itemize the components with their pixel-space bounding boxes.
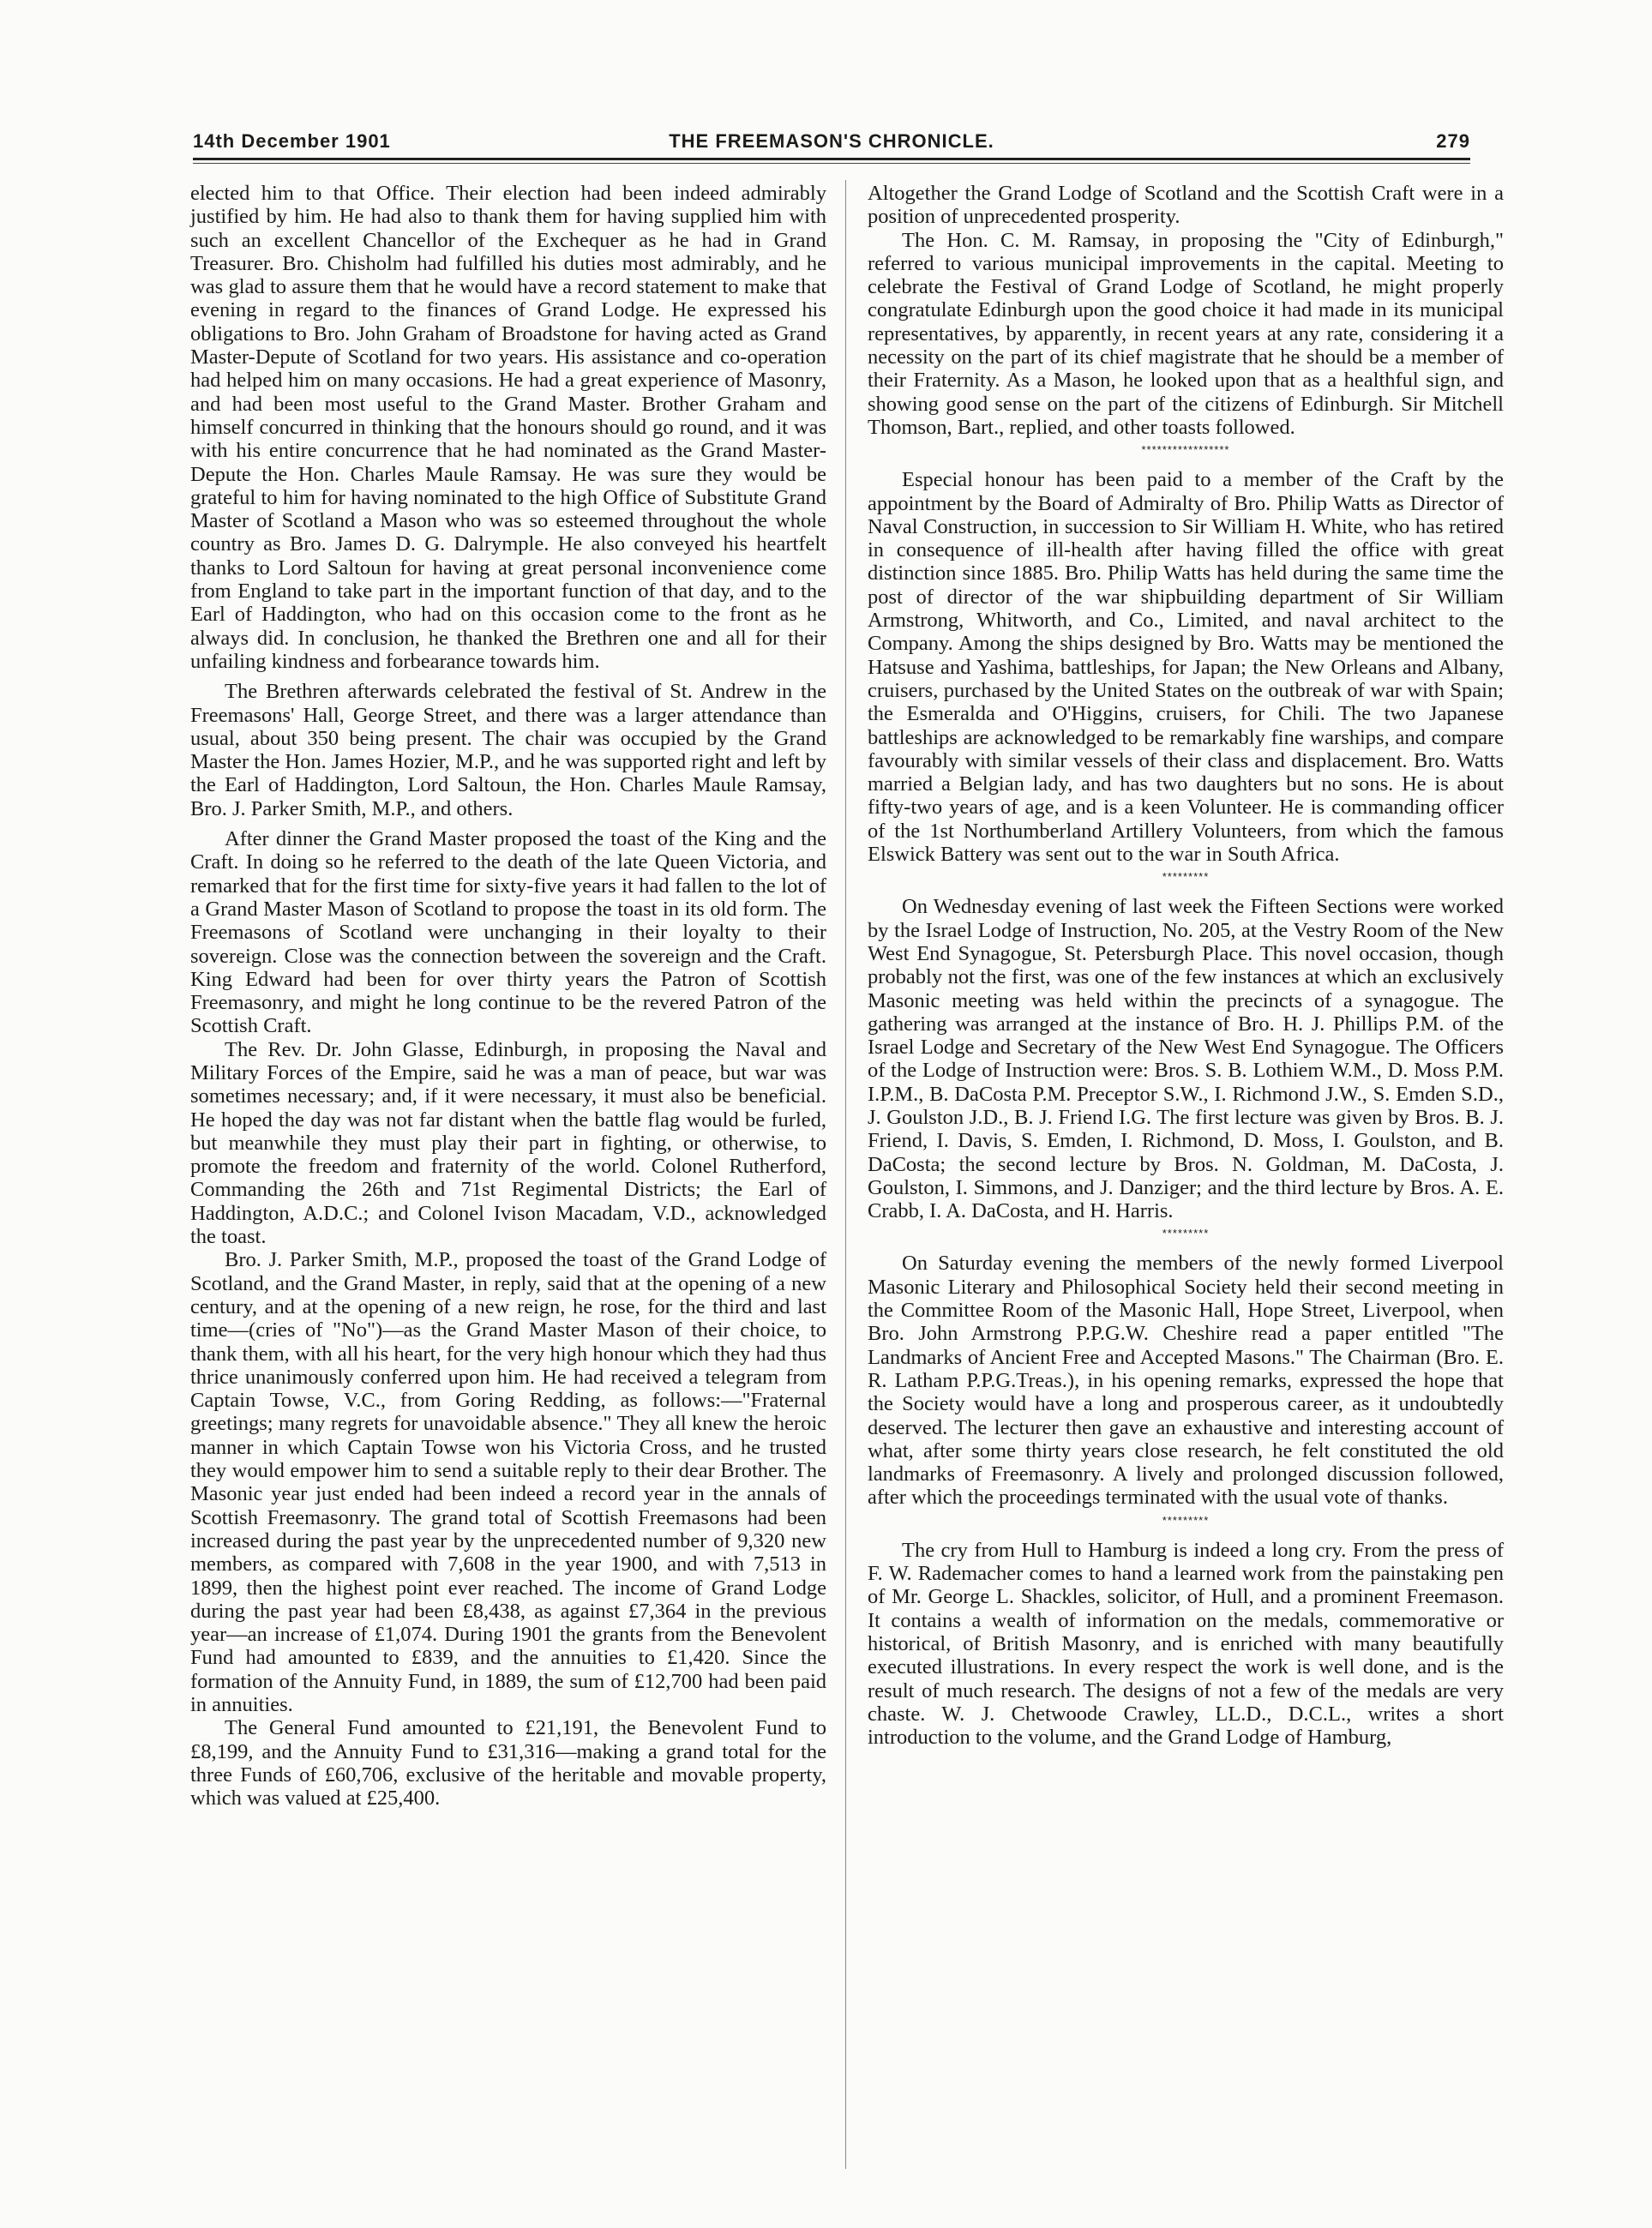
paragraph: The Brethren afterwards celebrated the festival of St. Andrew in the Freemasons' Hall, George Street, and there was a larger attendance than usual, about 350 being present. The chair was occupied by the Grand Master the Hon. James Hozier, M.P., and he was supported right and left by the Earl of Haddington, Lord Saltoun, the Hon. Charles Maule Ramsay, Bro. J. Parker Smith, M.P., and others.: [190, 680, 826, 820]
issue-date: 14th December 1901: [193, 130, 391, 152]
paragraph: elected him to that Office. Their election had been indeed admirably justified by him. He had also to thank them for having supplied him with such an excellent Chancellor of the Exchequer as he had in Grand Treasurer. Bro. Chisholm had fulfilled his duties most admirably, and he was glad to assure them that he would have a record statement to make that evening in regard to the finances of Grand Lodge. He expressed his obligations to Bro. John Graham of Broadstone for having acted as Grand Master-Depute of Scotland for two years. His assistance and co-operation had helped him on many occasions. He had a great experience of Masonry, and had been most useful to the Grand Master. Brother Graham and himself concurred in thinking that the honours should go round, and it was with his entire concurrence that he had nominated as the Grand Master-Depute the Hon. Charles Maule Ramsay. He was sure they would be grateful to him for having nominated to the high Office of Substitute Grand Master of Scotland a Mason who was so esteemed throughout the whole country as Bro. James D. G. Dalrymple. He also conveyed his heartfelt thanks to Lord Saltoun for having at great personal inconvenience come from England to take part in the important function of that day, and to the Earl of Haddington, who had on this occasion come to the front as he always did. In conclusion, he thanked the Brethren one and all for their unfailing kindness and forbearance towards him.: [190, 182, 826, 673]
paragraph: The cry from Hull to Hamburg is indeed a long cry. From the press of F. W. Rademacher comes to hand a learned work from the painstaking pen of Mr. George L. Shackles, solicitor, of Hull, and a prominent Freemason. It contains a wealth of information on the medals, commemorative or historical, of British Masonry, and is enriched with many beautifully executed illustrations. In every respect the work is well done, and is the result of much research. The designs of not a few of the medals are very chaste. W. J. Chetwoode Crawley, LL.D., D.C.L., writes a short introduction to the volume, and the Grand Lodge of Hamburg,: [868, 1538, 1504, 1750]
paragraph: After dinner the Grand Master proposed the toast of the King and the Craft. In doing so he referred to the death of the late Queen Victoria, and remarked that for the first time for sixty-five years it had fallen to the lot of a Grand Master Mason of Scotland to propose the toast in its old form. The Freemasons of Scotland were unchanging in their loyalty to their sovereign. Close was the connection between the sovereign and the Craft. King Edward had been for over thirty years the Patron of Scottish Freemasonry, and might he long continue to be the revered Patron of the Scottish Craft.: [190, 827, 826, 1038]
section-separator: *********: [1162, 1513, 1210, 1527]
paragraph: Bro. J. Parker Smith, M.P., proposed the toast of the Grand Lodge of Scotland, and the Grand Master, in reply, said that at the opening of a new century, and at the opening of a new reign, he rose, for the third and last time—(cries of "No")—as the Grand Master Mason of their choice, to thank them, with all his heart, for the very high honour which they had thus thrice unanimously conferred upon him. He had received a telegram from Captain Towse, V.C., from Goring Redding, as follows:—"Fraternal greetings; many regrets for unavoidable absence." They all knew the heroic manner in which Captain Towse won his Victoria Cross, and he trusted they would empower him to send a suitable reply to their dear Brother. The Masonic year just ended had been indeed a record year in the annals of Scottish Freemasonry. The grand total of Scottish Freemasons had been increased during the past year by the unprecedented number of 9,320 new members, as compared with 7,608 in the year 1900, and with 7,513 in 1899, then the highest point ever reached. The income of Grand Lodge during the past year had been £8,438, as against £7,364 in the previous year—an increase of £1,074. During 1901 the grants from the Benevolent Fund had amounted to £839, and the annuities to £1,420. Since the formation of the Annuity Fund, in 1889, the sum of £12,700 had been paid in annuities.: [190, 1248, 826, 1716]
section-separator: *****************: [1141, 443, 1230, 457]
section-separator: *********: [1162, 870, 1210, 884]
paragraph: Especial honour has been paid to a member of the Craft by the appointment by the Board of Admiralty of Bro. Philip Watts as Director of Naval Construction, in succession to Sir William H. White, who has retired in consequence of ill-health after having filled the office with great distinction since 1885. Bro. Philip Watts has held during the same time the post of director of the war shipbuilding department of Sir William Armstrong, Whitworth, and Co., Limited, and naval architect to the Company. Among the ships designed by Bro. Watts may be mentioned the Hatsuse and Yashima, battleships, for Japan; the New Orleans and Albany, cruisers, purchased by the United States on the outbreak of war with Spain; the Esmeralda and O'Higgins, cruisers, for Chili. The two Japanese battleships are acknowledged to be remarkably fine warships, and compare favourably with similar vessels of their class and displacement. Bro. Watts married a Belgian lady, and has two daughters but no sons. He is about fifty-two years of age, and is a keen Volunteer. He is commanding officer of the 1st Northumberland Artillery Volunteers, from which the famous Elswick Battery was sent out to the war in South Africa.: [868, 468, 1504, 867]
left-column: [190, 182, 826, 1810]
paragraph: The Rev. Dr. John Glasse, Edinburgh, in proposing the Naval and Military Forces of the Empire, said he was a man of peace, but war was sometimes necessary; and, if it were necessary, it must also be beneficial. He hoped the day was not far distant when the battle flag would be furled, but meanwhile they must play their part in fighting, or otherwise, to promote the freedom and fraternity of the world. Colonel Rutherford, Commanding the 26th and 71st Regimental Districts; the Earl of Haddington, A.D.C.; and Colonel Ivison Macadam, V.D., acknowledged the toast.: [190, 1037, 826, 1249]
paragraph: The Hon. C. M. Ramsay, in proposing the "City of Edinburgh," referred to various municipal improvements in the capital. Meeting to celebrate the Festival of Grand Lodge of Scotland, he might properly congratulate Edinburgh upon the good choice it had made in its municipal representatives, by apparently, in recent years at any rate, considering it a necessity on the part of its chief magistrate that he should be a member of their Fraternity. As a Mason, he looked upon that as a healthful sign, and showing good sense on the part of the citizens of Edinburgh. Sir Mitchell Thomson, Bart., replied, and other toasts followed.: [868, 228, 1504, 439]
paragraph: The General Fund amounted to £21,191, the Benevolent Fund to £8,199, and the Annuity Fund to £31,316—making a grand total for the three Funds of £60,706, exclusive of the heritable and movable property, which was valued at £25,400.: [190, 1716, 826, 1811]
header-rule: [193, 158, 1470, 160]
publication-title: THE FREEMASON'S CHRONICLE.: [669, 130, 994, 152]
section-separator: *********: [1162, 1227, 1210, 1240]
right-column: [868, 182, 1504, 1749]
page-number: 279: [1436, 130, 1470, 152]
column-divider: [845, 180, 846, 2169]
paragraph: On Wednesday evening of last week the Fifteen Sections were worked by the Israel Lodge of Instruction, No. 205, at the Vestry Room of the New West End Synagogue, St. Petersburgh Place. This novel occasion, though probably not the first, was one of the few instances at which an exclusively Masonic meeting was held within the precincts of a synagogue. The gathering was arranged at the instance of Bro. H. J. Phillips P.M. of the Israel Lodge and Secretary of the New West End Synagogue. The Officers of the Lodge of Instruction were: Bros. S. B. Lothiem W.M., D. Moss P.M. I.P.M., B. DaCosta P.M. Preceptor S.W., I. Richmond J.W., S. Emden S.D., J. Goulston J.D., B. J. Friend I.G. The first lecture was given by Bros. B. J. Friend, I. Davis, S. Emden, I. Richmond, D. Moss, I. Goulston, and B. DaCosta; the second lecture by Bros. N. Goldman, M. DaCosta, J. Goulston, I. Simmons, and J. Danziger; and the third lecture by Bros. A. E. Crabb, I. A. DaCosta, and H. Harris.: [868, 895, 1504, 1223]
header-rule-thin: [193, 163, 1470, 164]
paragraph: On Saturday evening the members of the newly formed Liverpool Masonic Literary and Philosophical Society held their second meeting in the Committee Room of the Masonic Hall, Hope Street, Liverpool, when Bro. John Armstrong P.P.G.W. Cheshire read a paper entitled "The Landmarks of Ancient Free and Accepted Masons." The Chairman (Bro. E. R. Latham P.P.G.Treas.), in his opening remarks, expressed the hope that the Society would have a long and prosperous career, as it undoubtedly deserved. The lecturer then gave an exhaustive and interesting account of what, after some thirty years close research, he felt constituted the old landmarks of Freemasonry. A lively and prolonged discussion followed, after which the proceedings terminated with the usual vote of thanks.: [868, 1252, 1504, 1510]
page-header: [193, 129, 1470, 158]
paragraph: Altogether the Grand Lodge of Scotland and the Scottish Craft were in a position of unprecedented prosperity.: [868, 182, 1504, 229]
